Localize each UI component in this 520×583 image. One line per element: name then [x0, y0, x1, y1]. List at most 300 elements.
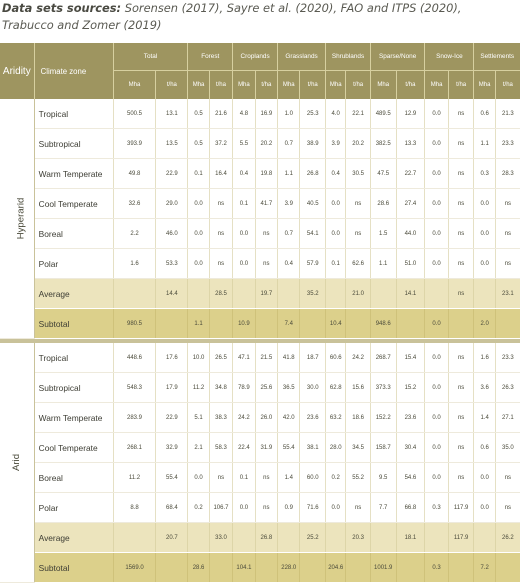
stock-tha-cell: 17.9 [156, 373, 188, 403]
area-mha-cell: 548.3 [113, 373, 156, 403]
area-mha-cell: 0.0 [425, 159, 448, 189]
stock-tha-cell: 27.1 [495, 403, 520, 433]
area-mha-cell: 0.0 [326, 219, 346, 249]
area-mha-cell: 500.5 [113, 99, 156, 129]
stock-tha-cell: 25.6 [255, 373, 277, 403]
stock-tha-cell: 30.4 [396, 433, 425, 463]
area-mha-cell: 1.6 [474, 343, 495, 373]
stock-tha-cell: 54.6 [396, 463, 425, 493]
area-mha-cell: 3.9 [278, 189, 300, 219]
area-mha-cell: 1.4 [278, 463, 300, 493]
stock-tha-cell: 40.5 [300, 189, 326, 219]
aridity-label: Arid [11, 453, 23, 472]
area-mha-cell: 0.0 [474, 189, 495, 219]
stock-tha-cell: 14.1 [396, 279, 425, 309]
stock-tha-cell: 18.7 [300, 343, 326, 373]
stock-tha-cell: 21.5 [255, 343, 277, 373]
header-row-groups [0, 43, 520, 71]
climate-zone-cell: Subtropical [34, 129, 113, 159]
stock-tha-cell: 34.8 [209, 373, 232, 403]
stock-tha-cell: ns [448, 463, 474, 493]
area-mha-cell: 10.0 [188, 343, 209, 373]
unit-header: Mha [113, 71, 156, 100]
stock-tha-cell: 25.2 [300, 523, 326, 553]
area-mha-cell: 2.2 [113, 219, 156, 249]
stock-tha-cell: 18.6 [346, 403, 371, 433]
stock-tha-cell: 55.2 [346, 463, 371, 493]
carbon-stock-table [0, 43, 520, 583]
area-mha-cell: 3.6 [474, 373, 495, 403]
area-mha-cell: 63.2 [326, 403, 346, 433]
stock-tha-cell: 19.8 [255, 159, 277, 189]
area-mha-cell: 0.4 [326, 159, 346, 189]
area-mha-cell [188, 279, 209, 309]
area-mha-cell: 62.8 [326, 373, 346, 403]
stock-tha-cell: 22.7 [396, 159, 425, 189]
area-mha-cell: 10.4 [326, 309, 346, 339]
area-mha-cell: 0.5 [188, 129, 209, 159]
average-row [0, 279, 520, 309]
area-mha-cell: 1.1 [188, 309, 209, 339]
stock-tha-cell: ns [255, 463, 277, 493]
stock-tha-cell: 23.6 [396, 403, 425, 433]
stock-tha-cell: 13.3 [396, 129, 425, 159]
stock-tha-cell: 25.3 [300, 99, 326, 129]
subtotal-row [0, 553, 520, 583]
area-mha-cell: 158.7 [370, 433, 396, 463]
area-mha-cell [278, 279, 300, 309]
area-mha-cell [113, 523, 156, 553]
area-mha-cell: 1001.9 [370, 553, 396, 583]
area-mha-cell: 0.0 [425, 343, 448, 373]
area-mha-cell: 1.5 [370, 219, 396, 249]
stock-tha-cell: ns [346, 493, 371, 523]
area-mha-cell: 283.9 [113, 403, 156, 433]
stock-tha-cell: 34.5 [346, 433, 371, 463]
stock-tha-cell [300, 309, 326, 339]
area-mha-cell: 28.0 [326, 433, 346, 463]
area-mha-cell: 47.5 [370, 159, 396, 189]
table-caption [2, 0, 474, 34]
area-mha-cell: 0.0 [425, 403, 448, 433]
climate-zone-cell: Average [34, 279, 113, 309]
area-mha-cell: 489.5 [370, 99, 396, 129]
climate-zone-cell: Tropical [34, 99, 113, 129]
stock-tha-cell: 16.9 [255, 99, 277, 129]
area-mha-cell: 24.2 [233, 403, 255, 433]
aridity-label: Hyperarid [15, 197, 27, 240]
stock-tha-cell: 62.6 [346, 249, 371, 279]
stock-tha-cell: 26.2 [495, 523, 520, 553]
area-mha-cell: 0.0 [233, 249, 255, 279]
area-mha-cell: 948.6 [370, 309, 396, 339]
stock-tha-cell: 22.1 [346, 99, 371, 129]
area-mha-cell: 28.6 [370, 189, 396, 219]
stock-tha-cell: 30.5 [346, 159, 371, 189]
average-row [0, 523, 520, 553]
stock-tha-cell: ns [448, 279, 474, 309]
stock-tha-cell: ns [255, 249, 277, 279]
stock-tha-cell [396, 553, 425, 583]
unit-header: t/ha [156, 71, 188, 100]
stock-tha-cell: ns [448, 129, 474, 159]
stock-tha-cell: 31.9 [255, 433, 277, 463]
stock-tha-cell: 26.0 [255, 403, 277, 433]
area-mha-cell: 0.0 [425, 219, 448, 249]
caption-label: Data sets sources: [2, 1, 122, 15]
table-row [0, 189, 520, 219]
area-mha-cell: 1569.0 [113, 553, 156, 583]
stock-tha-cell: 26.5 [209, 343, 232, 373]
area-mha-cell: 5.5 [233, 129, 255, 159]
area-mha-cell: 42.0 [278, 403, 300, 433]
group-header-total: Total [113, 43, 188, 71]
unit-header: t/ha [495, 71, 520, 100]
area-mha-cell: 393.9 [113, 129, 156, 159]
area-mha-cell: 55.4 [278, 433, 300, 463]
unit-header: t/ha [255, 71, 277, 100]
climate-zone-cell: Tropical [34, 343, 113, 373]
stock-tha-cell: ns [448, 159, 474, 189]
climate-zone-cell: Subtotal [34, 553, 113, 583]
area-mha-cell [326, 523, 346, 553]
area-mha-cell: 1.0 [278, 99, 300, 129]
climate-zone-cell: Warm Temperate [34, 403, 113, 433]
stock-tha-cell [448, 553, 474, 583]
area-mha-cell [370, 523, 396, 553]
area-mha-cell: 8.8 [113, 493, 156, 523]
stock-tha-cell: 22.9 [156, 403, 188, 433]
stock-tha-cell: 26.8 [255, 523, 277, 553]
area-mha-cell: 0.0 [425, 463, 448, 493]
area-mha-cell [474, 523, 495, 553]
area-mha-cell: 268.1 [113, 433, 156, 463]
stock-tha-cell: 21.0 [346, 279, 371, 309]
stock-tha-cell: 16.4 [209, 159, 232, 189]
area-mha-cell: 9.5 [370, 463, 396, 493]
stock-tha-cell [255, 309, 277, 339]
area-mha-cell [474, 279, 495, 309]
unit-header: Mha [233, 71, 255, 100]
unit-header: Mha [370, 71, 396, 100]
area-mha-cell: 0.0 [474, 493, 495, 523]
area-mha-cell: 0.0 [425, 309, 448, 339]
stock-tha-cell: 23.3 [495, 343, 520, 373]
stock-tha-cell: 19.7 [255, 279, 277, 309]
area-mha-cell: 382.5 [370, 129, 396, 159]
stock-tha-cell [396, 309, 425, 339]
aridity-cell [0, 99, 34, 339]
stock-tha-cell: 46.0 [156, 219, 188, 249]
area-mha-cell [113, 279, 156, 309]
area-mha-cell: 0.4 [233, 159, 255, 189]
area-mha-cell: 0.0 [188, 463, 209, 493]
stock-tha-cell: ns [448, 219, 474, 249]
stock-tha-cell [209, 553, 232, 583]
stock-tha-cell [255, 553, 277, 583]
stock-tha-cell: ns [448, 343, 474, 373]
area-mha-cell [233, 523, 255, 553]
stock-tha-cell: 53.3 [156, 249, 188, 279]
stock-tha-cell: 44.0 [396, 219, 425, 249]
stock-tha-cell: 68.4 [156, 493, 188, 523]
stock-tha-cell: 23.6 [300, 403, 326, 433]
table-row [0, 99, 520, 129]
stock-tha-cell: 38.1 [300, 433, 326, 463]
area-mha-cell: 104.1 [233, 553, 255, 583]
area-mha-cell: 1.6 [113, 249, 156, 279]
stock-tha-cell: ns [346, 219, 371, 249]
stock-tha-cell: ns [448, 373, 474, 403]
stock-tha-cell: ns [495, 189, 520, 219]
stock-tha-cell [156, 553, 188, 583]
stock-tha-cell: 23.1 [495, 279, 520, 309]
stock-tha-cell: 23.3 [495, 129, 520, 159]
area-mha-cell: 28.6 [188, 553, 209, 583]
stock-tha-cell: 26.8 [300, 159, 326, 189]
area-mha-cell: 2.1 [188, 433, 209, 463]
stock-tha-cell: 15.2 [396, 373, 425, 403]
area-mha-cell: 0.4 [278, 249, 300, 279]
climate-zone-cell: Warm Temperate [34, 159, 113, 189]
area-mha-cell: 4.8 [233, 99, 255, 129]
area-mha-cell: 0.0 [188, 219, 209, 249]
stock-tha-cell: ns [448, 433, 474, 463]
group-header-shrublands: Shrublands [326, 43, 371, 71]
area-mha-cell: 32.6 [113, 189, 156, 219]
stock-tha-cell: 30.0 [300, 373, 326, 403]
area-mha-cell: 0.6 [474, 433, 495, 463]
area-mha-cell: 1.1 [474, 129, 495, 159]
area-mha-cell: 47.1 [233, 343, 255, 373]
stock-tha-cell: ns [495, 219, 520, 249]
stock-tha-cell [495, 553, 520, 583]
area-mha-cell: 0.3 [425, 553, 448, 583]
area-mha-cell [425, 279, 448, 309]
table-row [0, 159, 520, 189]
stock-tha-cell: ns [209, 189, 232, 219]
stock-tha-cell [495, 309, 520, 339]
stock-tha-cell: 71.6 [300, 493, 326, 523]
stock-tha-cell: ns [448, 249, 474, 279]
area-mha-cell: 0.3 [474, 159, 495, 189]
area-mha-cell: 0.0 [233, 493, 255, 523]
stock-tha-cell: 20.7 [156, 523, 188, 553]
area-mha-cell: 0.0 [326, 493, 346, 523]
stock-tha-cell: 66.8 [396, 493, 425, 523]
area-mha-cell: 7.2 [474, 553, 495, 583]
group-header-snow-ice: Snow-Ice [425, 43, 474, 71]
group-header-sparse-none: Sparse/None [370, 43, 424, 71]
caption-text: Sorensen (2017), Sayre et al. (2020), FAO and ITPS (2020), Trabucco and Zomer (2019) [2, 1, 462, 32]
stock-tha-cell: 51.0 [396, 249, 425, 279]
climate-zone-header: Climate zone [34, 43, 113, 99]
stock-tha-cell: 15.6 [346, 373, 371, 403]
stock-tha-cell [156, 309, 188, 339]
stock-tha-cell: 35.0 [495, 433, 520, 463]
area-mha-cell: 1.1 [278, 159, 300, 189]
area-mha-cell: 0.1 [233, 189, 255, 219]
stock-tha-cell: 35.2 [300, 279, 326, 309]
climate-zone-cell: Polar [34, 249, 113, 279]
stock-tha-cell: 14.4 [156, 279, 188, 309]
stock-tha-cell: 27.4 [396, 189, 425, 219]
stock-tha-cell: 57.9 [300, 249, 326, 279]
stock-tha-cell: 106.7 [209, 493, 232, 523]
climate-zone-cell: Boreal [34, 463, 113, 493]
area-mha-cell: 7.4 [278, 309, 300, 339]
stock-tha-cell: 38.3 [209, 403, 232, 433]
table-row [0, 219, 520, 249]
area-mha-cell [326, 279, 346, 309]
area-mha-cell: 0.1 [188, 159, 209, 189]
stock-tha-cell: 17.6 [156, 343, 188, 373]
area-mha-cell: 0.9 [278, 493, 300, 523]
table-row [0, 373, 520, 403]
table-row [0, 129, 520, 159]
stock-tha-cell: 15.4 [396, 343, 425, 373]
area-mha-cell: 3.9 [326, 129, 346, 159]
stock-tha-cell: 12.9 [396, 99, 425, 129]
group-header-grasslands: Grasslands [278, 43, 326, 71]
area-mha-cell: 980.5 [113, 309, 156, 339]
area-mha-cell: 10.9 [233, 309, 255, 339]
area-mha-cell: 0.3 [425, 493, 448, 523]
unit-header: Mha [474, 71, 495, 100]
area-mha-cell: 373.3 [370, 373, 396, 403]
area-mha-cell [370, 279, 396, 309]
group-header-croplands: Croplands [233, 43, 278, 71]
group-header-forest: Forest [188, 43, 233, 71]
area-mha-cell: 0.0 [474, 463, 495, 493]
stock-tha-cell: 24.2 [346, 343, 371, 373]
climate-zone-cell: Cool Temperate [34, 189, 113, 219]
unit-header: Mha [425, 71, 448, 100]
stock-tha-cell: ns [255, 493, 277, 523]
stock-tha-cell: 13.1 [156, 99, 188, 129]
stock-tha-cell: ns [209, 463, 232, 493]
unit-header: t/ha [396, 71, 425, 100]
stock-tha-cell: 21.3 [495, 99, 520, 129]
stock-tha-cell: 22.9 [156, 159, 188, 189]
area-mha-cell: 0.2 [326, 463, 346, 493]
stock-tha-cell: 33.0 [209, 523, 232, 553]
area-mha-cell: 0.0 [326, 189, 346, 219]
climate-zone-cell: Polar [34, 493, 113, 523]
group-header-settlements: Settlements [474, 43, 520, 71]
area-mha-cell: 0.1 [326, 249, 346, 279]
stock-tha-cell [346, 553, 371, 583]
stock-tha-cell: ns [448, 189, 474, 219]
stock-tha-cell: ns [346, 189, 371, 219]
stock-tha-cell: 20.2 [346, 129, 371, 159]
area-mha-cell: 11.2 [113, 463, 156, 493]
area-mha-cell: 1.4 [474, 403, 495, 433]
area-mha-cell: 0.0 [425, 99, 448, 129]
stock-tha-cell: ns [255, 219, 277, 249]
unit-header: t/ha [448, 71, 474, 100]
area-mha-cell: 0.0 [425, 433, 448, 463]
table-row [0, 433, 520, 463]
area-mha-cell: 0.0 [188, 249, 209, 279]
area-mha-cell: 78.9 [233, 373, 255, 403]
climate-zone-cell: Cool Temperate [34, 433, 113, 463]
climate-zone-cell: Subtotal [34, 309, 113, 339]
area-mha-cell [188, 523, 209, 553]
area-mha-cell: 0.0 [425, 373, 448, 403]
area-mha-cell: 2.0 [474, 309, 495, 339]
table-row [0, 463, 520, 493]
stock-tha-cell [300, 553, 326, 583]
area-mha-cell: 152.2 [370, 403, 396, 433]
stock-tha-cell [209, 309, 232, 339]
area-mha-cell: 0.7 [278, 219, 300, 249]
stock-tha-cell: ns [448, 403, 474, 433]
table-row [0, 343, 520, 373]
climate-zone-cell: Subtropical [34, 373, 113, 403]
unit-header: t/ha [209, 71, 232, 100]
stock-tha-cell: 54.1 [300, 219, 326, 249]
table-row [0, 249, 520, 279]
stock-tha-cell: 28.5 [209, 279, 232, 309]
area-mha-cell [233, 279, 255, 309]
aridity-cell [0, 343, 34, 583]
stock-tha-cell: 29.0 [156, 189, 188, 219]
unit-header: t/ha [346, 71, 371, 100]
stock-tha-cell: 13.5 [156, 129, 188, 159]
unit-header: Mha [278, 71, 300, 100]
stock-tha-cell: ns [495, 493, 520, 523]
stock-tha-cell: 37.2 [209, 129, 232, 159]
area-mha-cell: 0.7 [278, 129, 300, 159]
subtotal-row [0, 309, 520, 339]
stock-tha-cell [346, 309, 371, 339]
unit-header: t/ha [300, 71, 326, 100]
area-mha-cell: 41.8 [278, 343, 300, 373]
area-mha-cell [425, 523, 448, 553]
area-mha-cell: 268.7 [370, 343, 396, 373]
stock-tha-cell: 21.6 [209, 99, 232, 129]
area-mha-cell: 22.4 [233, 433, 255, 463]
unit-header: Mha [326, 71, 346, 100]
area-mha-cell: 7.7 [370, 493, 396, 523]
area-mha-cell: 0.0 [425, 189, 448, 219]
table-row [0, 493, 520, 523]
stock-tha-cell: ns [495, 463, 520, 493]
area-mha-cell: 0.0 [474, 249, 495, 279]
stock-tha-cell: 58.3 [209, 433, 232, 463]
area-mha-cell: 36.5 [278, 373, 300, 403]
stock-tha-cell: ns [209, 219, 232, 249]
stock-tha-cell: ns [448, 99, 474, 129]
stock-tha-cell: 28.3 [495, 159, 520, 189]
stock-tha-cell: 20.3 [346, 523, 371, 553]
stock-tha-cell: ns [495, 249, 520, 279]
area-mha-cell: 0.0 [474, 219, 495, 249]
area-mha-cell: 0.6 [474, 99, 495, 129]
area-mha-cell [278, 523, 300, 553]
stock-tha-cell: 32.9 [156, 433, 188, 463]
stock-tha-cell: 18.1 [396, 523, 425, 553]
area-mha-cell: 0.2 [188, 493, 209, 523]
climate-zone-cell: Boreal [34, 219, 113, 249]
stock-tha-cell: 41.7 [255, 189, 277, 219]
area-mha-cell: 49.8 [113, 159, 156, 189]
area-mha-cell: 0.0 [233, 219, 255, 249]
area-mha-cell: 0.5 [188, 99, 209, 129]
area-mha-cell: 228.0 [278, 553, 300, 583]
area-mha-cell: 5.1 [188, 403, 209, 433]
